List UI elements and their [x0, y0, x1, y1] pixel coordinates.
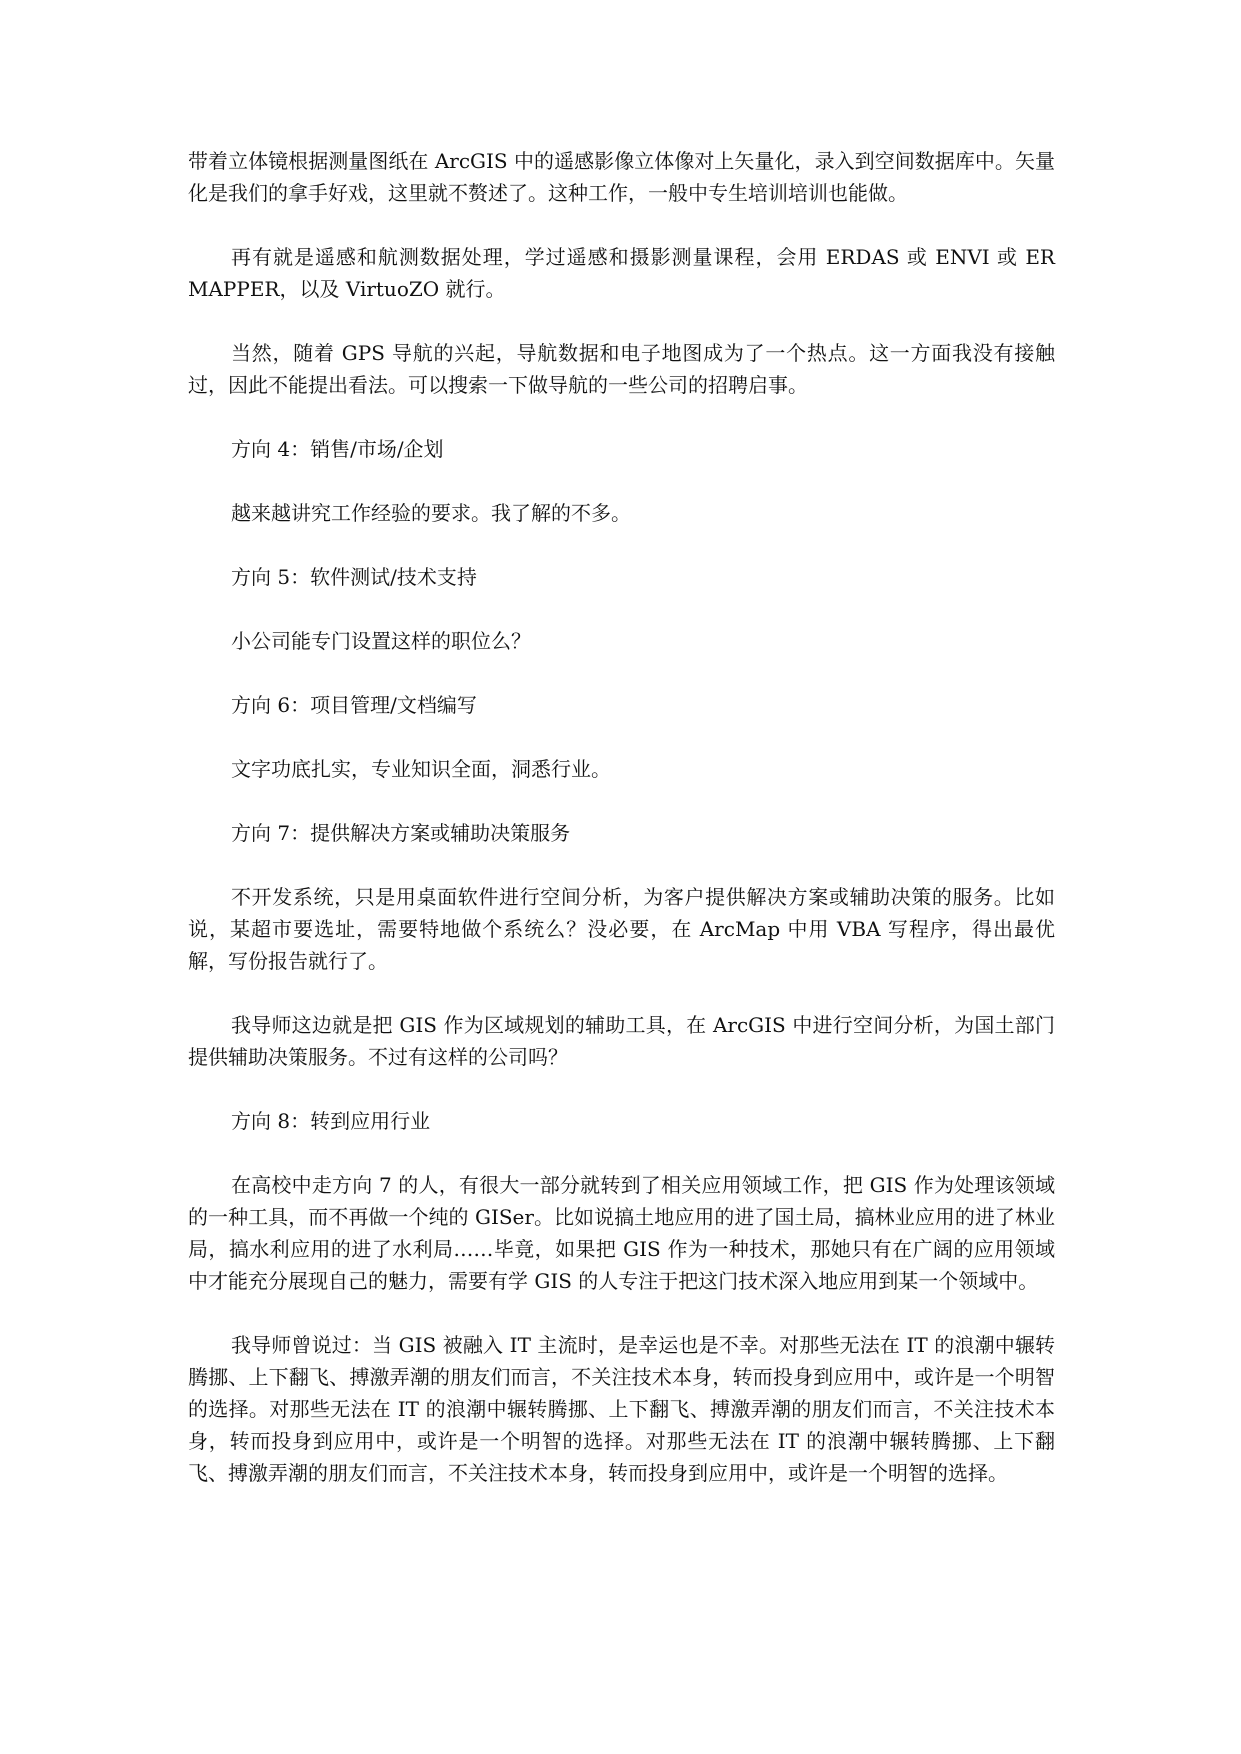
- heading-direction-8: 方向 8：转到应用行业: [231, 1109, 431, 1133]
- paragraph-advisor-quote: 我导师曾说过：当 GIS 被融入 IT 主流时，是幸运也是不幸。对那些无法在 IT 的浪潮中辗转腾挪、上下翻飞、搏激弄潮的朋友们而言，不关注技术本身，转而投身到应用中，或许是一个明智的选择。对那些无法在 IT 的浪潮中辗转腾挪、上下翻飞、搏激弄潮的朋友们而言，不关注技术本身，转而投身到应用中，或许是一个明智的选择。对那些无法在 IT 的浪潮中辗转腾挪、上下翻飞、搏激弄潮的朋友们而言，不关注技术本身，转而投身到应用中，或许是一个明智的选择。: [188, 1333, 1055, 1485]
- paragraph-direction-8: 在高校中走方向 7 的人，有很大一部分就转到了相关应用领域工作，把 GIS 作为处理该领域的一种工具，而不再做一个纯的 GISer。比如说搞土地应用的进了国土局，搞林业应用的进了林业局，搞水利应用的进了水利局……毕竟，如果把 GIS 作为一种技术，那她只有在广阔的应用领域中才能充分展现自己的魅力，需要有学 GIS 的人专注于把这门技术深入地应用到某一个领域中。: [188, 1173, 1055, 1293]
- paragraph-direction-4: 越来越讲究工作经验的要求。我了解的不多。: [231, 501, 631, 525]
- paragraph-direction-6: 文字功底扎实，专业知识全面，洞悉行业。: [231, 757, 611, 781]
- heading-direction-7: 方向 7：提供解决方案或辅助决策服务: [231, 821, 571, 845]
- heading-direction-6: 方向 6：项目管理/文档编写: [231, 693, 477, 717]
- paragraph-gps-navigation: 当然，随着 GPS 导航的兴起，导航数据和电子地图成为了一个热点。这一方面我没有接触过，因此不能提出看法。可以搜索一下做导航的一些公司的招聘启事。: [188, 341, 1055, 397]
- paragraph-direction-5: 小公司能专门设置这样的职位么？: [231, 629, 531, 653]
- heading-direction-4: 方向 4：销售/市场/企划: [231, 437, 444, 461]
- document-body: [188, 145, 1055, 1521]
- paragraph-direction-7: 不开发系统，只是用桌面软件进行空间分析，为客户提供解决方案或辅助决策的服务。比如说，某超市要选址，需要特地做个系统么？没必要，在 ArcMap 中用 VBA 写程序，得出最优解，写份报告就行了。: [188, 885, 1055, 973]
- heading-direction-5: 方向 5：软件测试/技术支持: [231, 565, 477, 589]
- paragraph-vectorization: 带着立体镜根据测量图纸在 ArcGIS 中的遥感影像立体像对上矢量化，录入到空间数据库中。矢量化是我们的拿手好戏，这里就不赘述了。这种工作，一般中专生培训培训也能做。: [188, 149, 1055, 205]
- paragraph-advisor-gis: 我导师这边就是把 GIS 作为区域规划的辅助工具，在 ArcGIS 中进行空间分析，为国土部门提供辅助决策服务。不过有这样的公司吗？: [188, 1013, 1055, 1069]
- paragraph-remote-sensing: 再有就是遥感和航测数据处理，学过遥感和摄影测量课程，会用 ERDAS 或 ENVI 或 ER MAPPER，以及 VirtuoZO 就行。: [188, 245, 1055, 301]
